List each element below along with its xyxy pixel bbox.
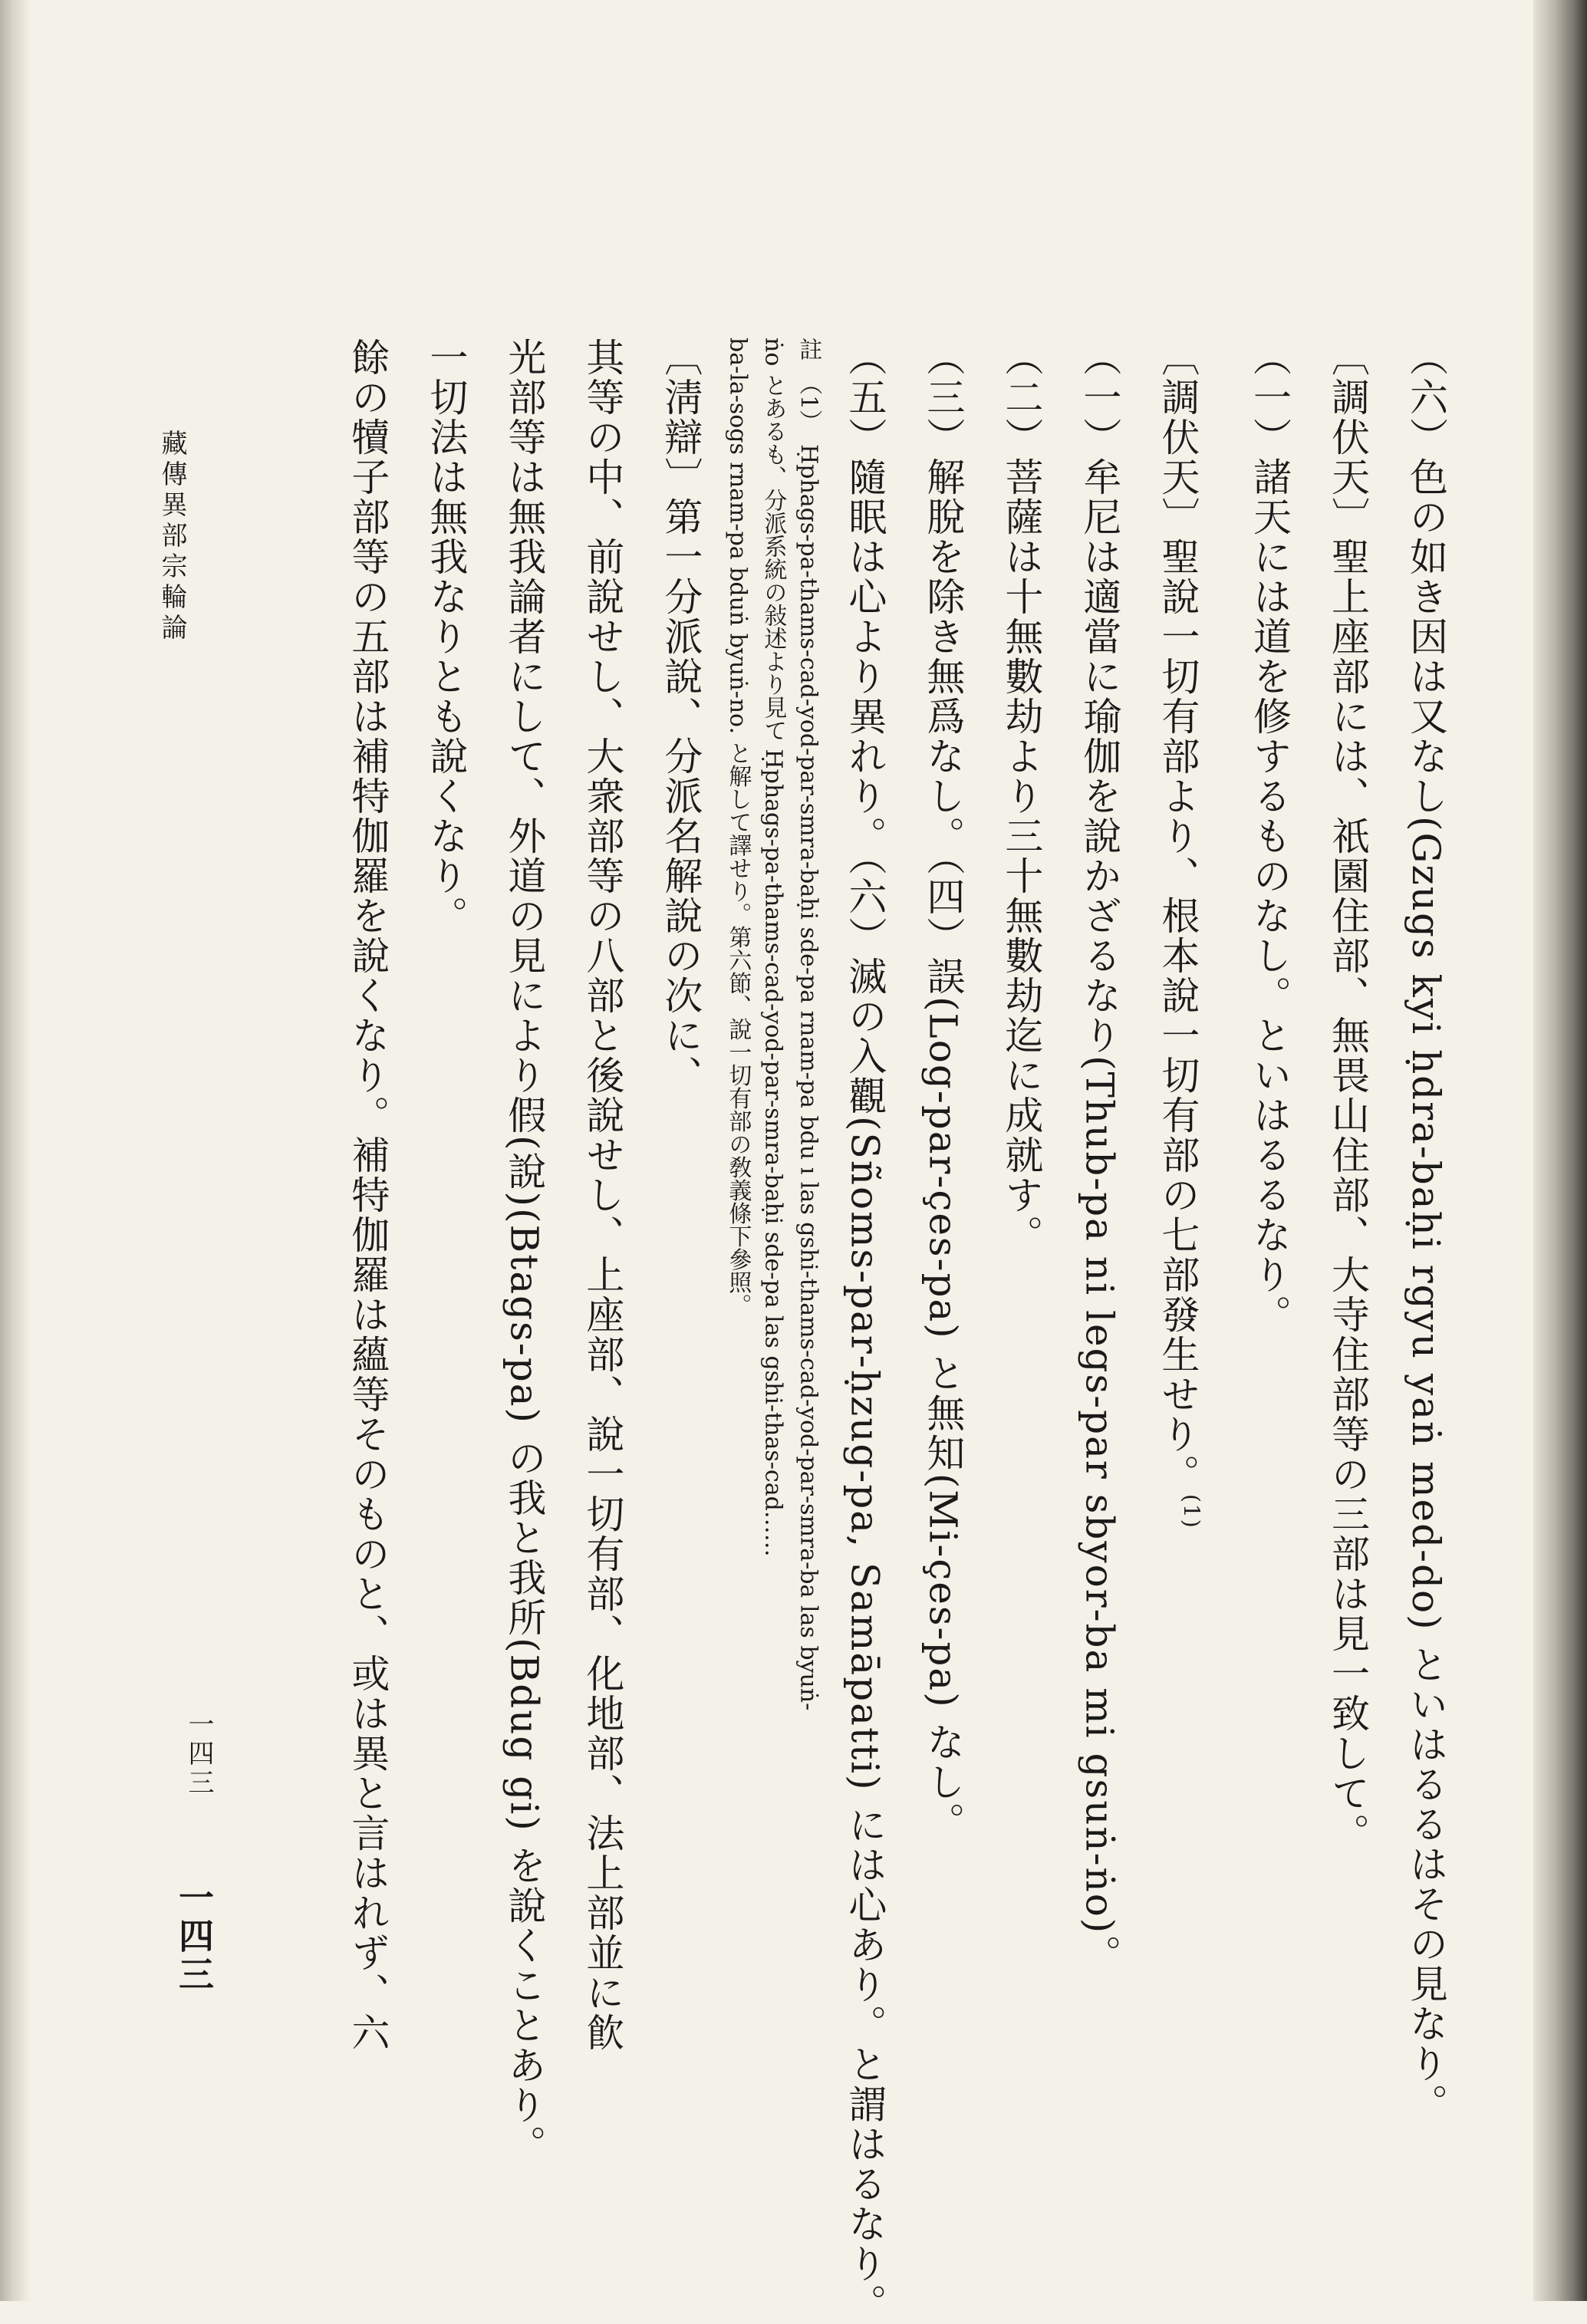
- vertical-body-text: [207, 337, 1465, 2324]
- footnote-mark: (1): [1179, 1494, 1204, 1529]
- page-number: 一四三: [173, 1879, 215, 1994]
- text-line: 〔調伏天〕聖上座部には、祇園住部、無畏山住部、大寺住部等の三部は見一致して。: [1325, 337, 1370, 1853]
- text-line: 一切法は無我なりとも說くなり。: [423, 337, 469, 936]
- footnote-number: （1）: [795, 383, 822, 422]
- scan-shadow-left: [0, 0, 31, 2301]
- running-head: 藏傳異部宗輪論: [156, 430, 187, 644]
- footnote-line: ṅo とあるも、分派系統の敍述より見て Ḥphags-pa-thams-cad-yod-par-smra-baḥi sde-pa las gshi-thas-cad……: [759, 337, 787, 1557]
- scan-shadow-right: [1533, 0, 1587, 2301]
- text-line: （六）色の如き因は又なし(Gzugs kyi ḥdra-baḥi rgyu yaṅ med-do) といはるるはその見なり。: [1404, 337, 1448, 2124]
- text-line: 光部等は無我論者にして、外道の見により假(說)(Btags-pa) の我と我所(Bdug gi) を說くことあり。: [502, 337, 547, 2165]
- footnote-line: ba-la-sogs rnam-pa bduṅ byuṅ-no. と解して譯せり。第六節、說一切有部の敎義條下參照。: [724, 337, 752, 1317]
- page-number-small: 一四三: [183, 1710, 214, 1798]
- text-line: （一）牟尼は適當に瑜伽を說かざるなり(Thub-pa ni legs-par sbyor-ba mi gsuṅ-ṅo)。: [1077, 337, 1122, 1975]
- footnote-label: 註: [795, 337, 822, 360]
- text-line: （二）菩薩は十無數劫より三十無數劫迄に成就す。: [999, 337, 1044, 1255]
- text-line: 〔調伏天〕聖說一切有部より、根本說一切有部の七部發生せり。$^{(1)}$: [1155, 337, 1204, 1529]
- text-line: （一）諸天には道を修するものなし。といはるるなり。: [1247, 337, 1292, 1335]
- text-line: 其等の中、前說せし、大衆部等の八部と後說せし、上座部、說一切有部、化地部、法上部並に飮: [580, 337, 625, 2052]
- text-line: （三）解脫を除き無爲なし。（四）誤(Log-par-çes-pa) と無知(Mi-çes-pa) なし。: [920, 337, 966, 1842]
- text-line: 餘の犢子部等の五部は補特伽羅を說くなり。補特伽羅は蘊等そのものと、或は異と言はれず、六: [345, 337, 390, 2052]
- footnote-line: 註 （1） Ḥphags-pa-thams-cad-yod-par-smra-baḥi sde-pa rnam-pa bdu ı las gshi-thams-cad-yod-par-smra-ba las byuṅ-: [795, 337, 822, 1711]
- text-line: 〔淸辯〕第一分派說、分派名解說の次に、: [658, 337, 703, 1095]
- text-line: （五）隨眠は心より異れり。（六）滅の入觀(Sñoms-par-ḥzug-pa, Samāpatti) には心あり。と謂はるなり。: [842, 337, 887, 2324]
